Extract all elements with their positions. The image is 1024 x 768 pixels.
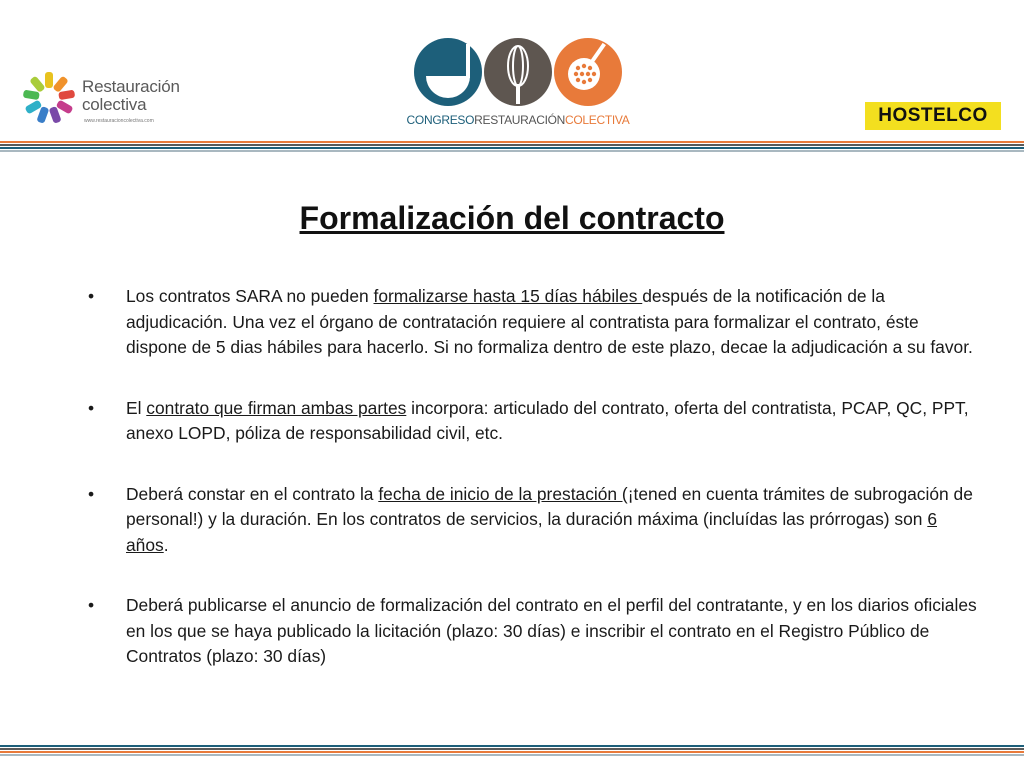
slide-title: Formalización del contracto <box>299 200 725 236</box>
bullet-dot: • <box>88 483 95 504</box>
logo-text-line2: colectiva <box>82 95 147 114</box>
bullet-text: Deberá publicarse el anuncio de formalización del contrato en el perfil del contratante, y en los diarios oficiales en los que se haya publicado la licitación (plazo: 30 días) e inscribir el contrato en el Registro Público de Contratos (plazo: 30 días) <box>126 595 977 666</box>
slide-header <box>0 0 1024 140</box>
bullet-text: El <box>126 397 147 418</box>
bullet-text: incorpora: articulado del contrato, oferta del contratista, PCAP, QC, PPT, anexo LOPD, póliza de responsabilidad civil, etc. <box>126 397 969 443</box>
bullet-text: Deberá constar en el contrato la <box>126 483 379 504</box>
caption-part1: CONGRESO <box>406 113 475 127</box>
bullet-item <box>88 482 978 559</box>
bullet-emphasis: contrato que firman ambas partes <box>146 397 407 418</box>
bullet-item <box>88 593 978 670</box>
bullet-dot: • <box>88 286 95 306</box>
bullet-item <box>88 284 978 361</box>
congreso-caption <box>398 113 638 127</box>
congreso-logo <box>398 30 638 135</box>
bullet-emphasis: fecha de inicio de la prestación ( <box>378 483 628 504</box>
footer-divider <box>0 745 1024 756</box>
hostelco-logo <box>865 102 1001 130</box>
logo-text-line1: Restauración <box>82 77 180 96</box>
logo-url: www.restauracioncolectiva.com <box>84 118 154 124</box>
header-divider <box>0 141 1024 152</box>
bullet-emphasis: 6 años <box>126 509 937 555</box>
kitchen-utensils-icon <box>412 32 624 112</box>
bullet-text: . <box>163 534 169 555</box>
caption-part2: RESTAURACIÓN <box>474 113 566 127</box>
caption-part3: COLECTIVA <box>565 113 630 127</box>
bullet-emphasis: formalizarse hasta 15 días hábiles <box>373 286 643 306</box>
flower-icon <box>20 68 78 128</box>
bullet-text: ¡tened en cuenta trámites de subrogación de personal!) y la duración. En los contratos de servicios, la duración máxima (incluídas las prórrogas) son <box>126 483 973 529</box>
hostelco-text: HOSTELCO <box>878 105 988 126</box>
bullet-list <box>88 284 978 705</box>
bullet-dot: • <box>88 595 95 615</box>
bullet-dot: • <box>88 397 95 418</box>
bullet-text: después de la notificación de la adjudicación. Una vez el órgano de contratación requiere al contratista para formalizar el contrato, éste dispone de 5 dias hábiles para hacerlo. Si no formaliza dentro de este plazo, decae la adjudicación a su favor. <box>126 286 973 357</box>
bullet-item <box>88 396 978 447</box>
bullet-text: Los contratos SARA no pueden <box>126 286 374 306</box>
restauracion-colectiva-logo <box>20 68 180 132</box>
